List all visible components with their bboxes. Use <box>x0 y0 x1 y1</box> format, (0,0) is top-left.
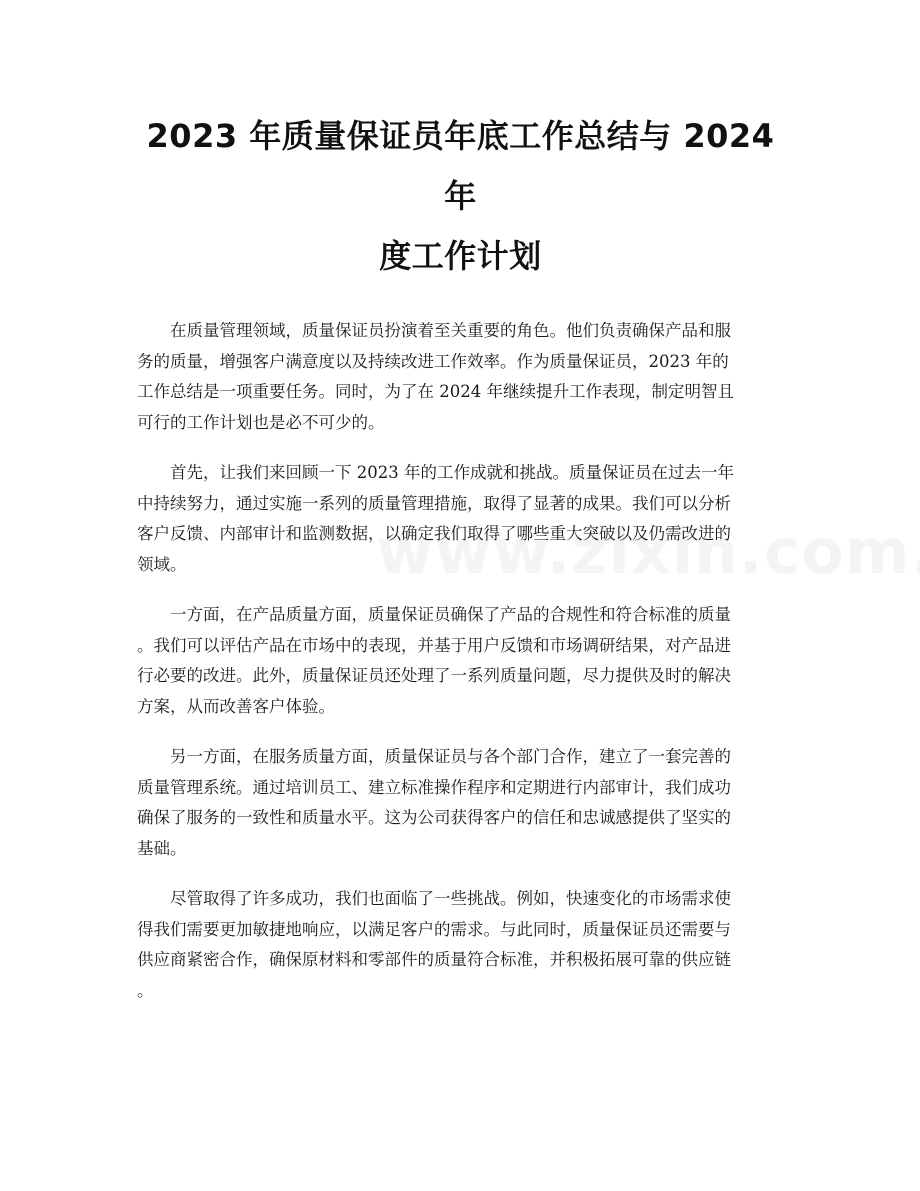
paragraph-line: 客户反馈、内部审计和监测数据，以确定我们取得了哪些重大突破以及仍需改进的 <box>137 524 731 543</box>
title-line-1: 2023 年质量保证员年底工作总结与 2024 年 <box>146 117 775 215</box>
paragraph-intro <box>137 316 784 438</box>
paragraph-line: 方案，从而改善客户体验。 <box>137 696 335 716</box>
paragraph-line: 。 <box>137 980 154 1000</box>
paragraph-line: 基础。 <box>137 838 187 858</box>
paragraph-product-quality <box>137 600 784 722</box>
paragraph-service-quality <box>137 742 784 864</box>
paragraph-line: 得我们需要更加敏捷地响应，以满足客户的需求。与此同时，质量保证员还需要与 <box>137 919 731 939</box>
paragraph-line: 领域。 <box>137 554 187 574</box>
title-line-2: 度工作计划 <box>379 237 542 275</box>
paragraph-line: 供应商紧密合作，确保原材料和零部件的质量符合标准，并积极拓展可靠的供应链 <box>137 950 731 969</box>
paragraph-challenges <box>137 884 784 1006</box>
paragraph-line: 在质量管理领域，质量保证员扮演着至关重要的角色。他们负责确保产品和服 <box>170 321 731 340</box>
paragraph-line: 工作总结是一项重要任务。同时，为了在 2024 年继续提升工作表现，制定明智且 <box>137 382 734 401</box>
paragraph-line: 一方面，在产品质量方面，质量保证员确保了产品的合规性和符合标准的质量 <box>170 605 731 624</box>
paragraph-line: 。我们可以评估产品在市场中的表现，并基于用户反馈和市场调研结果，对产品进 <box>137 635 731 655</box>
paragraph-line: 务的质量，增强客户满意度以及持续改进工作效率。作为质量保证员，2023 年的 <box>137 351 729 371</box>
paragraph-line: 质量管理系统。通过培训员工、建立标准操作程序和定期进行内部审计，我们成功 <box>137 777 731 797</box>
paragraph-review <box>137 458 784 580</box>
paragraph-line: 可行的工作计划也是必不可少的。 <box>137 412 385 432</box>
paragraph-line: 确保了服务的一致性和质量水平。这为公司获得客户的信任和忠诚感提供了坚实的 <box>137 808 731 827</box>
paragraph-line: 尽管取得了许多成功，我们也面临了一些挑战。例如，快速变化的市场需求使 <box>170 889 731 908</box>
document-body <box>137 316 784 1006</box>
paragraph-line: 行必要的改进。此外，质量保证员还处理了一系列质量问题，尽力提供及时的解决 <box>137 666 731 685</box>
paragraph-line: 首先，让我们来回顾一下 2023 年的工作成就和挑战。质量保证员在过去一年 <box>170 463 734 482</box>
document-title <box>137 0 784 286</box>
paragraph-line: 中持续努力，通过实施一系列的质量管理措施，取得了显著的成果。我们可以分析 <box>137 493 731 513</box>
paragraph-line: 另一方面，在服务质量方面，质量保证员与各个部门合作，建立了一套完善的 <box>170 747 731 766</box>
